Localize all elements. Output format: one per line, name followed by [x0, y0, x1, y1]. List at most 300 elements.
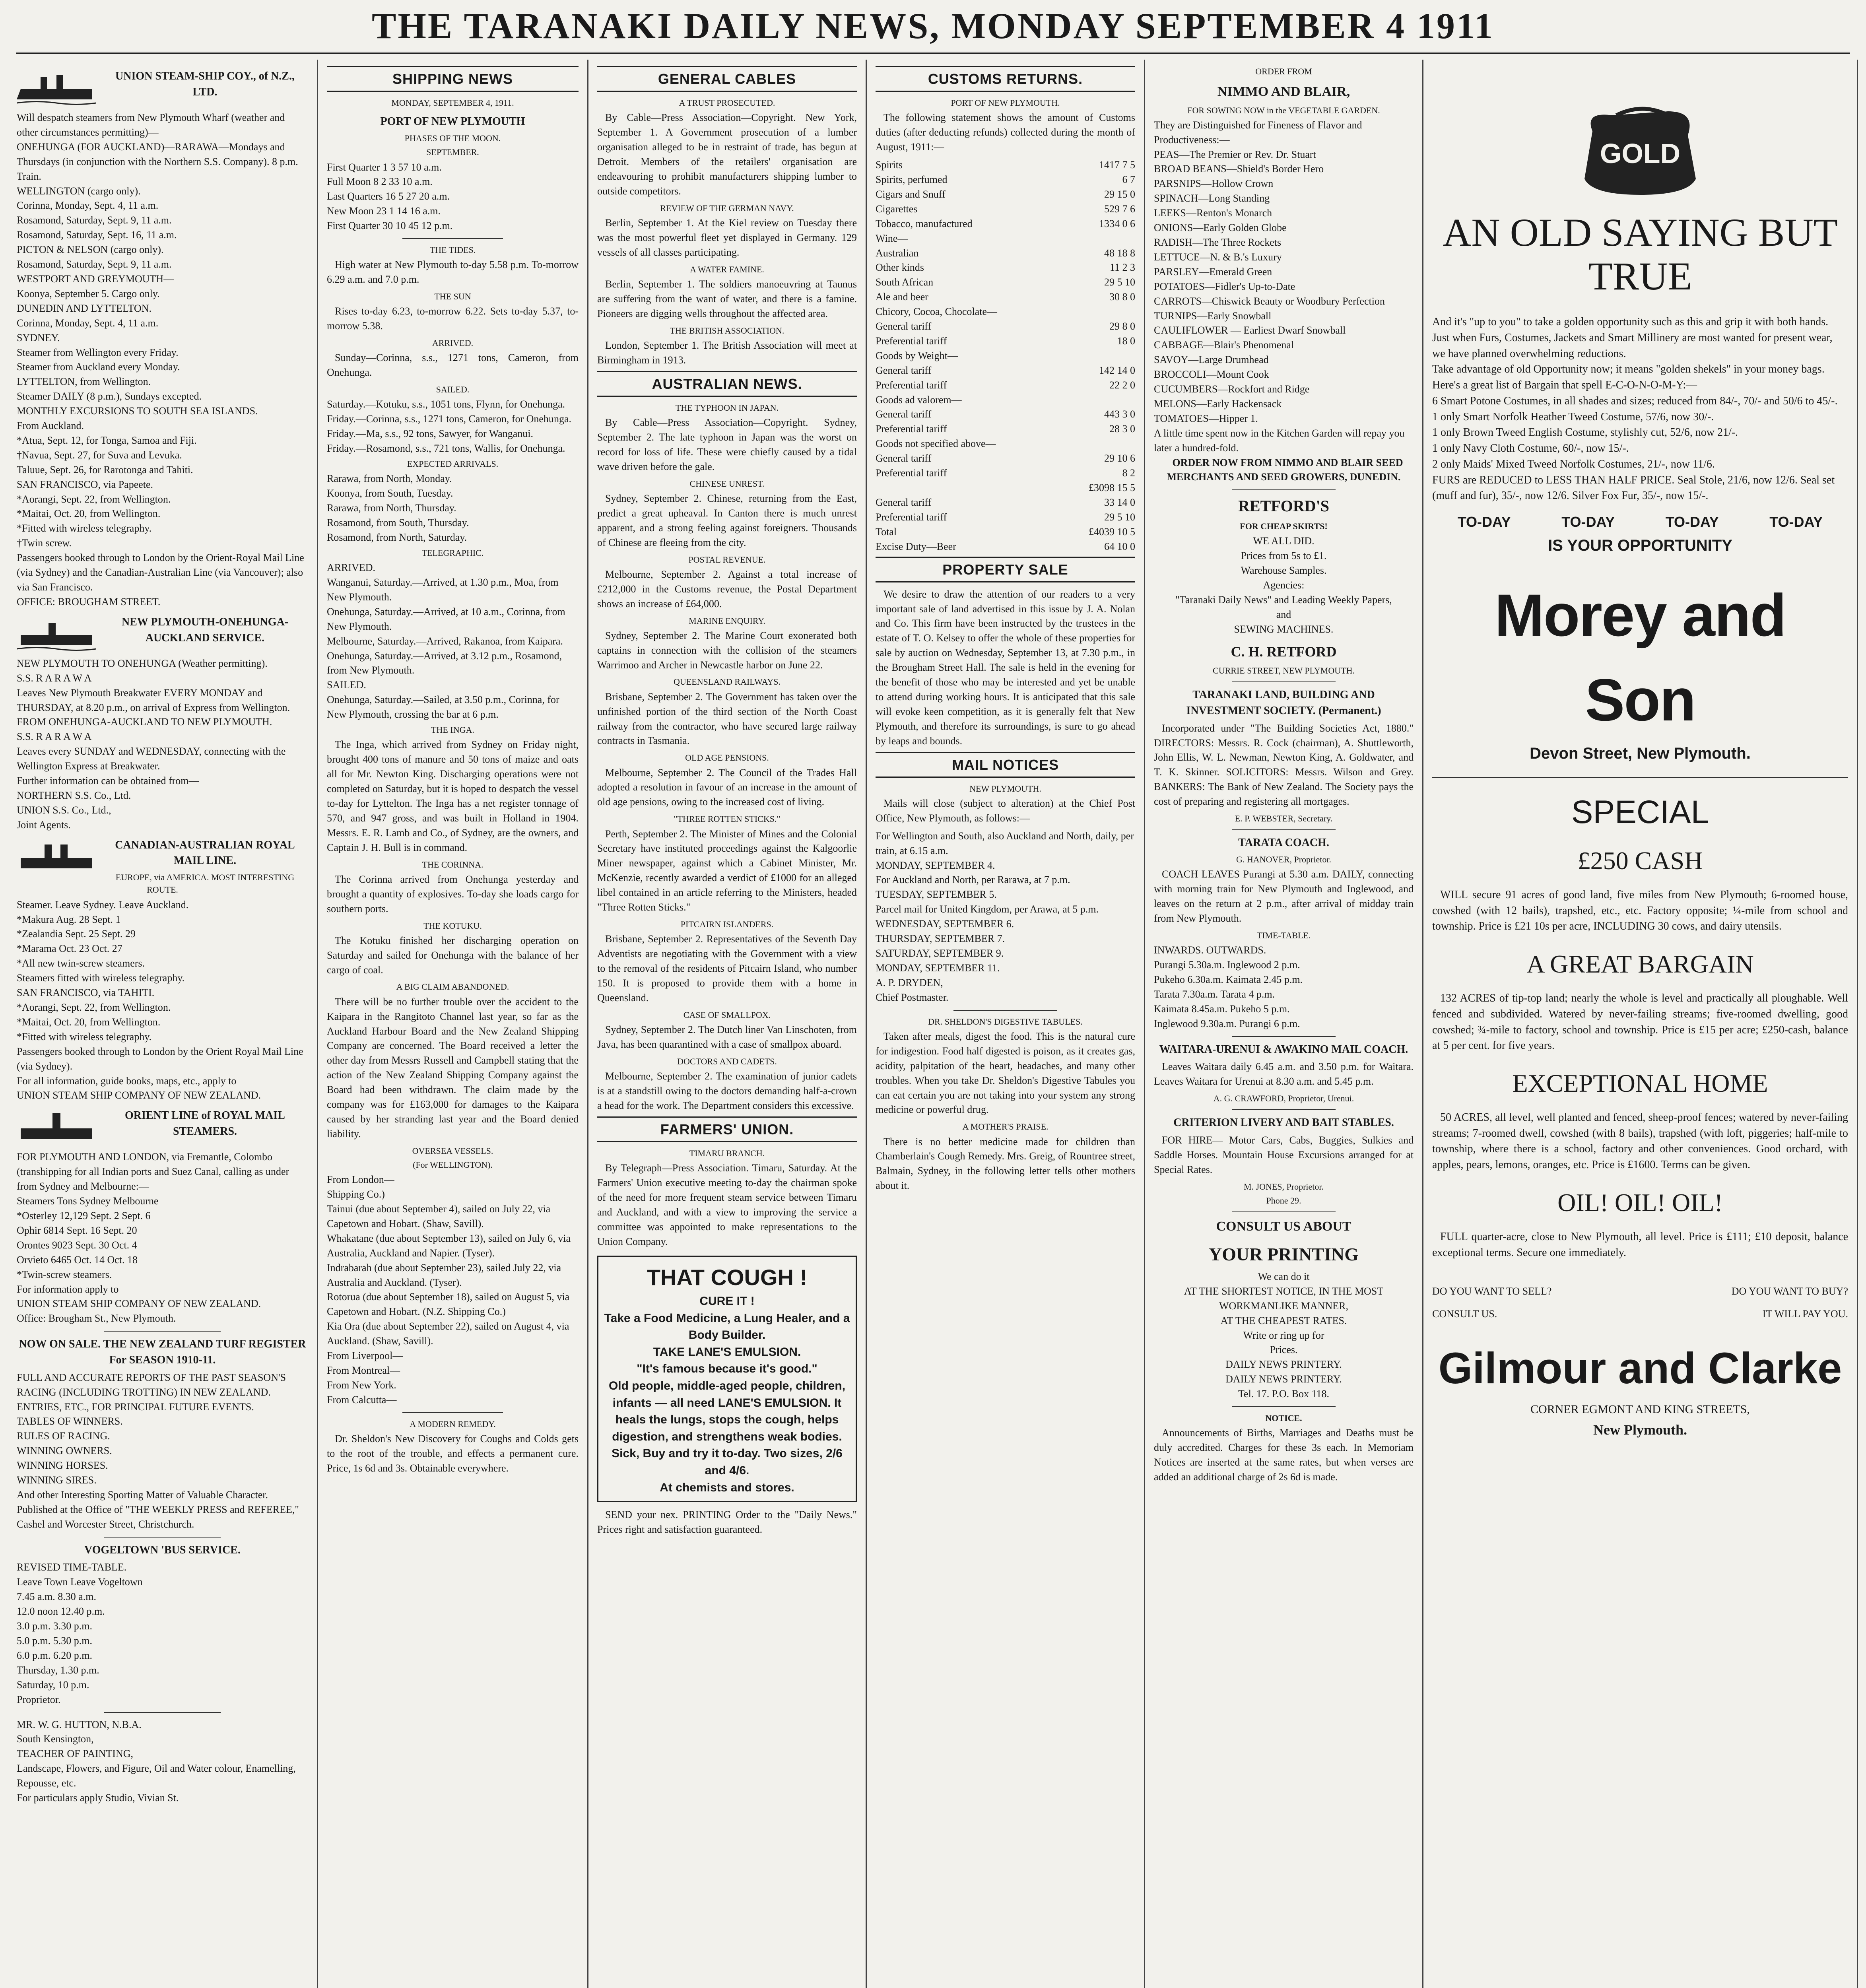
text-line: 1 only Navy Cloth Costume, 60/-, now 15/-.: [1432, 442, 1629, 454]
customs-label: Preferential tariff: [876, 335, 947, 347]
gold-label: GOLD: [1600, 138, 1681, 169]
text-line: Old people, middle-aged people, children, infants — all need LANE'S EMULSION. It heals the lungs, stops the cough, helps digestion, and strengthens weak bodies.: [608, 1379, 846, 1443]
customs-row: [876, 466, 1135, 481]
retford-head: RETFORD'S: [1238, 497, 1329, 515]
text-line: For all information, guide books, maps, etc., apply to: [17, 1075, 237, 1087]
text-line: A little time spent now in the Kitchen Garden will repay you later a hundred-fold.: [1154, 427, 1405, 454]
text-line: Whakatane (due about September 13), sailed on July 6, via Australia, Auckland and Napier. (Tyser).: [327, 1232, 571, 1259]
kotuku-text: The Kotuku finished her discharging operation on Saturday and sailed for Onehunga with the balance of her cargo of coal.: [327, 934, 579, 976]
text-line: FOR PLYMOUTH AND LONDON, via Fremantle, Colombo (transhipping for all Indian ports and Suez Canal, calling as under from Sydney and Melbourne:—: [17, 1151, 289, 1192]
tides-title: THE TIDES.: [429, 245, 476, 255]
union-header: UNION STEAM-SHIP COY., of N.Z., LTD.: [115, 70, 295, 98]
text-line: 2 only Maids' Mixed Tweed Norfolk Costumes, 21/-, now 11/6.: [1432, 458, 1715, 470]
text-line: Onehunga, Saturday.—Arrived, at 10 a.m., Corinna, from New Plymouth.: [327, 606, 565, 632]
text-line: Leaves every SUNDAY and WEDNESDAY, connecting with the Wellington Express at Breakwater.: [17, 746, 286, 772]
expected-lines: [327, 472, 579, 545]
text-line: SATURDAY, SEPTEMBER 9.: [876, 947, 1004, 959]
customs-amount: 29 8 0: [1109, 320, 1135, 332]
article-text: Melbourne, September 2. The examination of junior cadets is at a standstill owing to the doctors demanding half-a-crown a head for the work. The Department considers this excessive.: [597, 1070, 857, 1111]
text-line: DAILY NEWS PRINTERY.: [1225, 1359, 1342, 1371]
waitara-sign: A. G. CRAWFORD, Proprietor, Urenui.: [1213, 1093, 1354, 1104]
text-line: AT THE SHORTEST NOTICE, IN THE MOST WORKMANLIKE MANNER,: [1184, 1285, 1384, 1312]
oversea-title: OVERSEA VESSELS.: [412, 1145, 493, 1156]
text-line: 6.0 p.m. 6.20 p.m.: [17, 1649, 92, 1661]
section-title-shipping: SHIPPING NEWS: [327, 66, 579, 92]
article-title: PITCAIRN ISLANDERS.: [680, 919, 774, 929]
customs-row: [876, 231, 1135, 246]
text-line: Koonya, from South, Tuesday.: [327, 487, 453, 499]
waitara-text: Leaves Waitara daily 6.45 a.m. and 3.50 p.m. for Waitara. Leaves Waitara for Urenui at 8.30 a.m. and 5.45 p.m.: [1154, 1061, 1414, 1087]
column-shipping-news: [318, 60, 588, 1988]
text-line: Rotorua (due about September 18), sailed on August 5, via Capetown and Hobart. (N.Z. Shipping Co.): [327, 1291, 570, 1318]
customs-amount: 443 3 0: [1104, 408, 1135, 420]
claim-title: A BIG CLAIM ABANDONED.: [396, 982, 509, 992]
section-title-cables: GENERAL CABLES: [597, 66, 857, 92]
text-line: WELLINGTON (cargo only).: [17, 185, 141, 197]
customs-row: [876, 290, 1135, 305]
text-line: Melbourne, Saturday.—Arrived, Rakanoa, from Kaipara.: [327, 635, 563, 647]
customs-row: [876, 495, 1135, 510]
text-line: S.S. R A R A W A: [17, 731, 92, 743]
coach-rows: [1154, 943, 1414, 1031]
text-line: *Marama Oct. 23 Oct. 27: [17, 943, 122, 955]
moon-month: SEPTEMBER.: [426, 147, 479, 157]
customs-amount: 22 2 0: [1109, 379, 1135, 391]
text-line: Further information can be obtained from—: [17, 775, 199, 787]
text-line: UNION STEAM SHIP COMPANY OF NEW ZEALAND.: [17, 1298, 261, 1310]
customs-label: Goods not specified above—: [876, 438, 996, 450]
text-line: And it's "up to you" to take a golden opportunity such as this and grip it with both hands.: [1432, 316, 1829, 328]
text-line: For information apply to: [17, 1283, 119, 1295]
text-line: Leaves New Plymouth Breakwater EVERY MONDAY and THURSDAY, at 8.20 p.m., on arrival of Express from Wellington.: [17, 687, 290, 713]
masthead: THE TARANAKI DAILY NEWS, MONDAY SEPTEMBER 4 1911: [16, 0, 1850, 54]
text-line: *Aorangi, Sept. 22, from Wellington.: [17, 493, 171, 505]
text-line: 5.0 p.m. 5.30 p.m.: [17, 1635, 92, 1646]
customs-amount: £4039 10 5: [1089, 526, 1135, 538]
customs-label: General tariff: [876, 452, 932, 464]
text-line: *Maitai, Oct. 20, from Wellington.: [17, 1016, 161, 1028]
port-title: PORT OF NEW PLYMOUTH: [380, 115, 525, 128]
text-line: Here's a great list of Bargain that spell E-C-O-N-O-M-Y:—: [1432, 379, 1697, 391]
text-line: PARSLEY—Emerald Green: [1154, 266, 1272, 278]
customs-row: [876, 378, 1135, 393]
text-line: "It's famous because it's good.": [637, 1362, 817, 1376]
mother-text: There is no better medicine made for children than Chamberlain's Cough Remedy. Mrs. Greig, of Rountree street, Balmain, Sydney, in the following letter tells other mothers about it.: [876, 1136, 1135, 1192]
home-title: EXCEPTIONAL HOME: [1512, 1069, 1768, 1097]
text-line: RADISH—The Three Rockets: [1154, 236, 1282, 248]
oversea-sub: (For WELLINGTON).: [413, 1159, 493, 1170]
text-line: Koonya, September 5. Cargo only.: [17, 287, 160, 299]
text-line: TAKE LANE'S EMULSION.: [653, 1345, 801, 1359]
nimmo-order: ORDER NOW FROM NIMMO AND BLAIR SEED MERCHANTS AND SEED GROWERS, DUNEDIN.: [1167, 456, 1403, 483]
customs-amount: 8 2: [1122, 467, 1135, 479]
nimmo-sub: FOR SOWING NOW in the VEGETABLE GARDEN.: [1187, 105, 1380, 115]
bus-lines: [17, 1560, 308, 1707]
telegraphic-title: TELEGRAPHIC.: [421, 547, 484, 558]
special: SPECIAL: [1571, 794, 1709, 830]
text-line: LETTUCE—N. & B.'s Luxury: [1154, 251, 1282, 263]
property-text: We desire to draw the attention of our readers to a very important sale of land advertised in this issue by J. A. Nolan and Co. This firm have been instructed by the trustees in the estate of T. O. Kelsey to offer the whole of these properties for sale by auction on Wednesday, September 13, at 7.30 p.m., in the Brougham Street Hall. The sale is held in the evening for the benefit of those who may be interested and yet be unable to attend during working hours. It is anticipated that this sale will evoke keen competition, as it is generally felt that New Plymouth, and therefore its surroundings, is sure to go ahead by leaps and bounds.: [876, 588, 1135, 747]
article-text: Sydney, September 2. Chinese, returning from the East, predict a great upheaval. In Canton there is much unrest apparent, and a strong feeling against foreigners. Thousands of Chinese are fleeing from the city.: [597, 492, 857, 548]
cable-items: [597, 97, 857, 368]
article-text: Sydney, September 2. The Marine Court exonerated both captains in connection with the collision of the steamers Warrimoo and Archer in Newcastle harbor on June 22.: [597, 629, 857, 671]
customs-label: Preferential tariff: [876, 467, 947, 479]
text-line: WINNING OWNERS.: [17, 1445, 112, 1457]
mail-text: Mails will close (subject to alteration) at the Chief Post Office, New Plymouth, as follows:—: [876, 797, 1135, 824]
want-row-2: [1432, 1307, 1848, 1322]
text-line: Steamer DAILY (8 p.m.), Sundays excepted.: [17, 390, 202, 402]
article-title: OLD AGE PENSIONS.: [685, 753, 769, 763]
painting-lines: [17, 1718, 308, 1806]
text-line: ARRIVED.: [327, 562, 376, 574]
text-line: WINNING SIRES.: [17, 1474, 97, 1486]
text-line: First Quarter 30 10 45 12 p.m.: [327, 220, 453, 232]
customs-label: Total: [876, 526, 897, 538]
text-line: From Auckland.: [17, 420, 84, 432]
customs-label: Preferential tariff: [876, 379, 947, 391]
divider: [1232, 681, 1336, 682]
text-line: NORTHERN S.S. Co., Ltd.: [17, 789, 131, 801]
article-text: Melbourne, September 2. Against a total increase of £212,000 in the Customs revenue, the Postal Department shows an increase of £64,000.: [597, 568, 857, 610]
text-line: †Navua, Sept. 27, for Suva and Levuka.: [17, 449, 182, 461]
text-line: CARROTS—Chiswick Beauty or Woodbury Perfection: [1154, 295, 1385, 307]
text-line: REVISED TIME-TABLE.: [17, 1561, 127, 1573]
customs-row: [876, 217, 1135, 231]
today-row: [1432, 512, 1848, 532]
divider: [1232, 1036, 1336, 1037]
saying-lines: [1432, 314, 1848, 504]
customs-amount: 18 0: [1117, 335, 1135, 347]
text-line: Saturday.—Kotuku, s.s., 1051 tons, Flynn, for Onehunga.: [327, 398, 565, 410]
sailed-title: SAILED.: [436, 384, 470, 395]
today-3: TO-DAY: [1665, 514, 1719, 530]
text-line: Friday.—Ma, s.s., 92 tons, Sawyer, for Wanganui.: [327, 428, 533, 440]
text-line: Sick, Buy and try it to-day. Two sizes, 2/6 and 4/6.: [612, 1447, 843, 1477]
customs-row: [876, 319, 1135, 334]
customs-row: [876, 260, 1135, 275]
divider: [104, 1537, 221, 1538]
text-line: Onehunga, Saturday.—Arrived, at 3.12 p.m., Rosamond, from New Plymouth.: [327, 650, 562, 676]
text-line: WE ALL DID.: [1253, 535, 1315, 547]
want-buy: DO YOU WANT TO BUY?: [1731, 1285, 1848, 1297]
turf-lines: [17, 1371, 308, 1532]
text-line: FROM ONEHUNGA-AUCKLAND TO NEW PLYMOUTH.: [17, 716, 272, 728]
text-line: UNION STEAM SHIP COMPANY OF NEW ZEALAND.: [17, 1089, 261, 1101]
text-line: New Moon 23 1 14 16 a.m.: [327, 205, 441, 217]
text-line: POTATOES—Fidler's Up-to-Date: [1154, 280, 1295, 292]
customs-label: Preferential tariff: [876, 423, 947, 435]
text-line: TUESDAY, SEPTEMBER 5.: [876, 889, 997, 901]
text-line: Pukeho 6.30a.m. Kaimata 2.45 p.m.: [1154, 973, 1303, 985]
text-line: SYDNEY.: [17, 332, 60, 344]
text-line: LYTTELTON, from Wellington.: [17, 376, 151, 388]
text-line: Will despatch steamers from New Plymouth Wharf (weather and other circumstances permitting)—: [17, 112, 285, 138]
article-text: By Cable—Press Association—Copyright. New York, September 1. A Government prosecution of a lumber organisation alleged to be in restraint of trade, has begun at Detroit. Members of the retailers' organisation are endeavouring to prohibit manufacturers shipping lumber to outside competitors.: [597, 112, 857, 197]
text-line: Rosamond, from North, Saturday.: [327, 531, 467, 543]
text-line: Ophir 6814 Sept. 16 Sept. 20: [17, 1224, 137, 1236]
text-line: Friday.—Rosamond, s.s., 721 tons, Wallis, for Onehunga.: [327, 443, 565, 454]
sailed-lines: [327, 397, 579, 456]
divider: [402, 1412, 503, 1413]
tides-text: High water at New Plymouth to-day 5.58 p.m. To-morrow 6.29 a.m. and 7.0 p.m.: [327, 259, 579, 285]
customs-label: Australian: [876, 247, 919, 259]
today-1: TO-DAY: [1457, 514, 1511, 530]
text-line: CABBAGE—Blair's Phenomenal: [1154, 339, 1294, 351]
customs-label: Spirits, perfumed: [876, 173, 948, 185]
text-line: Steamers Tons Sydney Melbourne: [17, 1195, 159, 1207]
nimmo-top: ORDER FROM: [1255, 66, 1312, 76]
coach-prop: G. HANOVER, Proprietor.: [1236, 854, 1331, 865]
divider: [104, 1331, 221, 1332]
customs-amount: 6 7: [1122, 173, 1135, 185]
criterion-title: CRITERION LIVERY AND BAIT STABLES.: [1173, 1116, 1394, 1129]
telegraphic-lines: [327, 561, 579, 722]
text-line: Rosamond, from South, Thursday.: [327, 517, 469, 529]
waitara-title: WAITARA-URENUI & AWAKINO MAIL COACH.: [1159, 1043, 1408, 1056]
article-title: POSTAL REVENUE.: [688, 554, 766, 565]
today-4: TO-DAY: [1769, 514, 1823, 530]
customs-row: [876, 393, 1135, 408]
customs-label: Ale and beer: [876, 291, 928, 303]
customs-row: [876, 202, 1135, 217]
corinna-text: The Corinna arrived from Onehunga yesterday and brought a quantity of explosives. To-day she loads cargo for southern ports.: [327, 873, 579, 914]
text-line: TURNIPS—Early Snowball: [1154, 310, 1272, 322]
text-line: For Auckland and North, per Rarawa, at 7 p.m.: [876, 874, 1070, 886]
text-line: Leave Town Leave Vogeltown: [17, 1576, 143, 1588]
text-line: 7.45 a.m. 8.30 a.m.: [17, 1591, 97, 1603]
customs-label: Spirits: [876, 159, 903, 171]
oil-text: FULL quarter-acre, close to New Plymouth, all level. Price is £111; £10 deposit, balance exceptional terms. Secure one immediately.: [1432, 1230, 1848, 1259]
union-title: TIMARU BRANCH.: [689, 1148, 765, 1158]
sheldon-title: DR. SHELDON'S DIGESTIVE TABULES.: [928, 1016, 1083, 1027]
article-text: London, September 1. The British Association will meet at Birmingham in 1913.: [597, 339, 857, 366]
text-line: TABLES OF WINNERS.: [17, 1415, 123, 1427]
sun-text: Rises to-day 6.23, to-morrow 6.22. Sets to-day 5.37, to-morrow 5.38.: [327, 305, 579, 332]
union-lines: [17, 111, 308, 610]
text-line: From New York.: [327, 1379, 396, 1391]
text-line: FURS are REDUCED to LESS THAN HALF PRICE. Seal Stole, 21/6, now 12/6. Seal set (muff and fur), 35/-, now 12/6. Silver Fox Fur, 35/-, now 15/-.: [1432, 474, 1835, 502]
text-line: ENTRIES, ETC., FOR PRINCIPAL FUTURE EVENTS.: [17, 1401, 254, 1413]
text-line: Taluue, Sept. 26, for Rarotonga and Tahiti.: [17, 464, 193, 476]
text-line: NEW PLYMOUTH TO ONEHUNGA (Weather permitting).: [17, 657, 268, 669]
text-line: SPINACH—Long Standing: [1154, 192, 1270, 204]
column-morey-ad: [1423, 60, 1858, 1988]
customs-row: [876, 363, 1135, 378]
mail-sub: NEW PLYMOUTH.: [969, 783, 1041, 794]
text-line: *Fitted with wireless telegraphy.: [17, 1031, 152, 1043]
steamship-icon: [17, 834, 96, 878]
article-text: By Cable—Press Association—Copyright. Sydney, September 2. The late typhoon in Japan was the worst on record for loss of life. These were chiefly caused by a tidal wave driven before the gale.: [597, 417, 857, 472]
text-line: *Fitted with wireless telegraphy.: [17, 522, 152, 534]
customs-amount: 29 5 10: [1104, 511, 1135, 523]
text-line: WINNING HORSES.: [17, 1460, 108, 1472]
text-line: Onehunga, Saturday.—Sailed, at 3.50 p.m., Corinna, for New Plymouth, crossing the bar at 6 p.m.: [327, 694, 559, 720]
mother-title: A MOTHER'S PRAISE.: [962, 1122, 1049, 1132]
text-line: Rarawa, from North, Monday.: [327, 473, 452, 485]
customs-label: Preferential tariff: [876, 511, 947, 523]
union-text: By Telegraph—Press Association. Timaru, Saturday. At the Farmers' Union executive meeting to-day the chairman spoke of the need for more frequent steam service between Timaru and Auckland, and with a view to improving the service a committee was appointed to make representations to the Union Company.: [597, 1162, 857, 1247]
text-line: Kaimata 8.45a.m. Pukeho 5 p.m.: [1154, 1003, 1290, 1015]
text-line: First Quarter 1 3 57 10 a.m.: [327, 161, 442, 173]
customs-row: [876, 246, 1135, 261]
text-line: SEWING MACHINES.: [1234, 623, 1334, 635]
retford-addr: CURRIE STREET, NEW PLYMOUTH.: [1213, 665, 1355, 676]
text-line: Chief Postmaster.: [876, 991, 949, 1003]
bargain-title: A GREAT BARGAIN: [1526, 950, 1754, 978]
text-line: Proprietor.: [17, 1693, 61, 1705]
text-line: Last Quarters 16 5 27 20 a.m.: [327, 190, 450, 202]
building-text: Incorporated under "The Building Societies Act, 1880." DIRECTORS: Messrs. R. Cock (chairman), A. Shuttleworth, John Ellis, W. L. Newman, Newton King, A. Goldwater, and T. K. Skinner. SOLICITORS: Messrs. Wilson and Grey. BANKERS: The Bank of New Zealand. The Society pays the cost of preparing and registering all mortgages.: [1154, 722, 1414, 808]
text-line: ONEHUNGA (FOR AUCKLAND)—RARAWA—Mondays and Thursdays (in conjunction with the Northern S.S. Company). 8 p.m. Train.: [17, 141, 298, 182]
text-line: For Wellington and South, also Auckland and North, daily, per train, at 6.15 a.m.: [876, 830, 1134, 856]
divider: [1232, 1406, 1336, 1407]
customs-amount: 28 3 0: [1109, 423, 1135, 435]
text-line: *Zealandia Sept. 25 Sept. 29: [17, 928, 136, 940]
text-line: We can do it: [1258, 1270, 1310, 1282]
text-line: Parcel mail for United Kingdom, per Arawa, at 5 p.m.: [876, 903, 1099, 915]
divider: [104, 1712, 221, 1713]
text-line: *Maitai, Oct. 20, from Wellington.: [17, 508, 161, 520]
customs-label: South African: [876, 276, 934, 288]
onehunga-header: NEW PLYMOUTH-ONEHUNGA-AUCKLAND SERVICE.: [121, 615, 289, 644]
cash-title: £250 CASH: [1577, 846, 1703, 875]
text-line: WESTPORT AND GREYMOUTH—: [17, 273, 174, 285]
text-line: INWARDS. OUTWARDS.: [1154, 944, 1266, 956]
text-line: 3.0 p.m. 3.30 p.m.: [17, 1620, 92, 1632]
section-title-property: PROPERTY SALE: [876, 557, 1135, 582]
article-text: Brisbane, September 2. Representatives of the Seventh Day Adventists are negotiating with the Government with a view to the removal of the residents of Pitcairn Island, who number 150. It is proposed to provide them with a home in Queensland.: [597, 933, 857, 1004]
text-line: Landscape, Flowers, and Figure, Oil and Water colour, Enamelling, Repousse, etc.: [17, 1763, 296, 1789]
text-line: BROAD BEANS—Shield's Border Hero: [1154, 163, 1324, 175]
inga-title: THE INGA.: [431, 725, 474, 735]
oversea-lines: [327, 1173, 579, 1408]
customs-amount: 33 14 0: [1104, 496, 1135, 508]
article-text: Berlin, September 1. At the Kiel review on Tuesday there was the most powerful fleet yet displayed in Germany. 129 vessels of all classes participating.: [597, 217, 857, 258]
criterion-phone: Phone 29.: [1266, 1196, 1301, 1206]
customs-amount: 142 14 0: [1099, 364, 1135, 376]
old-saying-title: AN OLD SAYING BUT TRUE: [1443, 210, 1838, 298]
gilmour-address: CORNER EGMONT AND KING STREETS,: [1530, 1403, 1750, 1416]
divider: [1432, 777, 1848, 778]
customs-amount: 11 2 3: [1109, 262, 1135, 274]
text-line: For particulars apply Studio, Vivian St.: [17, 1792, 179, 1804]
text-line: Office: Brougham St., New Plymouth.: [17, 1312, 176, 1324]
customs-port: PORT OF NEW PLYMOUTH.: [951, 98, 1060, 108]
customs-row: [876, 349, 1135, 363]
text-line: Orontes 9023 Sept. 30 Oct. 4: [17, 1239, 137, 1251]
column-customs: [867, 60, 1145, 1988]
text-line: Prices from 5s to £1.: [1241, 550, 1327, 562]
customs-amount: £3098 15 5: [1089, 482, 1135, 493]
text-line: 6 Smart Potone Costumes, in all shades and sizes; reduced from 84/-, 70/- and 50/6 to 45/-.: [1432, 394, 1838, 407]
section-title-mail: MAIL NOTICES: [876, 752, 1135, 778]
text-line: RULES OF RACING.: [17, 1430, 110, 1442]
text-line: Write or ring up for: [1243, 1329, 1324, 1341]
text-line: LEEKS—Renton's Monarch: [1154, 207, 1272, 219]
expected-title: EXPECTED ARRIVALS.: [407, 459, 499, 469]
cough-title: THAT COUGH !: [647, 1264, 808, 1290]
arrived-text: Sunday—Corinna, s.s., 1271 tons, Cameron, from Onehunga.: [327, 352, 579, 379]
want-sell: DO YOU WANT TO SELL?: [1432, 1285, 1552, 1297]
bargain-text: 132 ACRES of tip-top land; nearly the whole is level and practically all ploughable. Well fenced and subdivided. Watered by never-failing streams; five-roomed dwelling, good cowshed; ¾-mile to factory, school and township. Price is £15 per acre; £250-cash, balance at 5 per cent. for five years.: [1432, 992, 1848, 1052]
text-line: Take a Food Medicine, a Lung Healer, and a Body Builder.: [604, 1311, 850, 1342]
text-line: SAVOY—Large Drumhead: [1154, 354, 1269, 366]
customs-label: Chicory, Cocoa, Chocolate—: [876, 306, 997, 318]
text-line: Full Moon 8 2 33 10 a.m.: [327, 176, 433, 188]
customs-row: [876, 407, 1135, 422]
text-line: Published at the Office of "THE WEEKLY PRESS and REFEREE," Cashel and Worcester Street, Christchurch.: [17, 1503, 299, 1530]
customs-row: [876, 305, 1135, 319]
customs-amount: 29 15 0: [1104, 188, 1135, 200]
customs-row: [876, 437, 1135, 451]
text-line: Indrabarah (due about September 23), sailed July 22, via Australia and Auckland. (Tyser).: [327, 1262, 561, 1288]
onehunga-lines: [17, 656, 308, 833]
text-line: From London—: [327, 1174, 394, 1186]
text-line: OFFICE: BROUGHAM STREET.: [17, 596, 161, 608]
customs-amount: 30 8 0: [1109, 291, 1135, 303]
customs-label: General tariff: [876, 364, 932, 376]
building-sign: E. P. WEBSTER, Secretary.: [1235, 813, 1333, 824]
divider: [402, 238, 503, 239]
steamship-icon: [17, 1105, 96, 1148]
customs-amount: 29 5 10: [1104, 276, 1135, 288]
date-line: MONDAY, SEPTEMBER 4, 1911.: [391, 98, 514, 108]
article-title: A TRUST PROSECUTED.: [679, 98, 775, 108]
text-line: †Twin screw.: [17, 537, 72, 549]
text-line: DUNEDIN AND LYTTELTON.: [17, 302, 151, 314]
article-title: A WATER FAMINE.: [690, 264, 764, 274]
retford-lines: [1154, 534, 1414, 637]
text-line: Rosamond, Saturday, Sept. 9, 11 a.m.: [17, 214, 172, 226]
bus-header: VOGELTOWN 'BUS SERVICE.: [84, 1543, 241, 1556]
consult-lines: [1154, 1270, 1414, 1402]
text-line: And other Interesting Sporting Matter of Valuable Character.: [17, 1489, 268, 1501]
article-title: DOCTORS AND CADETS.: [677, 1056, 777, 1066]
text-line: MELONS—Early Hackensack: [1154, 398, 1282, 410]
text-line: MONDAY, SEPTEMBER 11.: [876, 962, 1000, 974]
text-line: *Twin-screw steamers.: [17, 1268, 112, 1280]
customs-amount: 1334 0 6: [1099, 217, 1135, 229]
divider: [1232, 1109, 1336, 1110]
article-title: MARINE ENQUIRY.: [689, 615, 765, 626]
mail-lines: [876, 829, 1135, 1005]
customs-row: [876, 481, 1135, 495]
customs-amount: 529 7 6: [1104, 203, 1135, 215]
cash-text: WILL secure 91 acres of good land, five miles from New Plymouth; 6-roomed house, cowshed (with 12 bails), trapshed, etc., etc. Factory opposite; ¼-mile from school and township. Price is £21 10s per acre, INCLUDING 30 cows, and dairy utensils.: [1432, 888, 1848, 933]
text-line: SAILED.: [327, 679, 366, 691]
customs-intro: The following statement shows the amount of Customs duties (after deducting refunds) collected during the month of August, 1911:—: [876, 112, 1135, 153]
text-line: Warehouse Samples.: [1241, 565, 1327, 577]
text-line: ONIONS—Early Golden Globe: [1154, 222, 1287, 234]
remedy-title: A MODERN REMEDY.: [410, 1419, 496, 1429]
text-line: *Aorangi, Sept. 22, from Wellington.: [17, 1002, 171, 1013]
customs-label: Cigarettes: [876, 203, 918, 215]
customs-row: [876, 275, 1135, 290]
notice-text: Announcements of Births, Marriages and Deaths must be duly accredited. Charges for these 3s each. In Memoriam Notices are inserted at the same rates, but when verses are added an additional charge of 2s 6d is made.: [1154, 1427, 1414, 1483]
kotuku-title: THE KOTUKU.: [423, 920, 482, 931]
customs-label: Goods ad valorem—: [876, 394, 962, 406]
customs-row: [876, 525, 1135, 540]
text-line: Tainui (due about September 4), sailed on July 22, via Capetown and Hobart. (Shaw, Savill).: [327, 1203, 551, 1229]
text-line: SAN FRANCISCO, via TAHITI.: [17, 987, 155, 999]
customs-row: [876, 173, 1135, 187]
column-ads: [1145, 60, 1423, 1988]
customs-row: [876, 158, 1135, 173]
today-2: TO-DAY: [1561, 514, 1615, 530]
article-title: CHINESE UNREST.: [689, 478, 765, 489]
customs-amount: 1417 7 5: [1099, 159, 1135, 171]
article-title: THE BRITISH ASSOCIATION.: [670, 325, 784, 336]
